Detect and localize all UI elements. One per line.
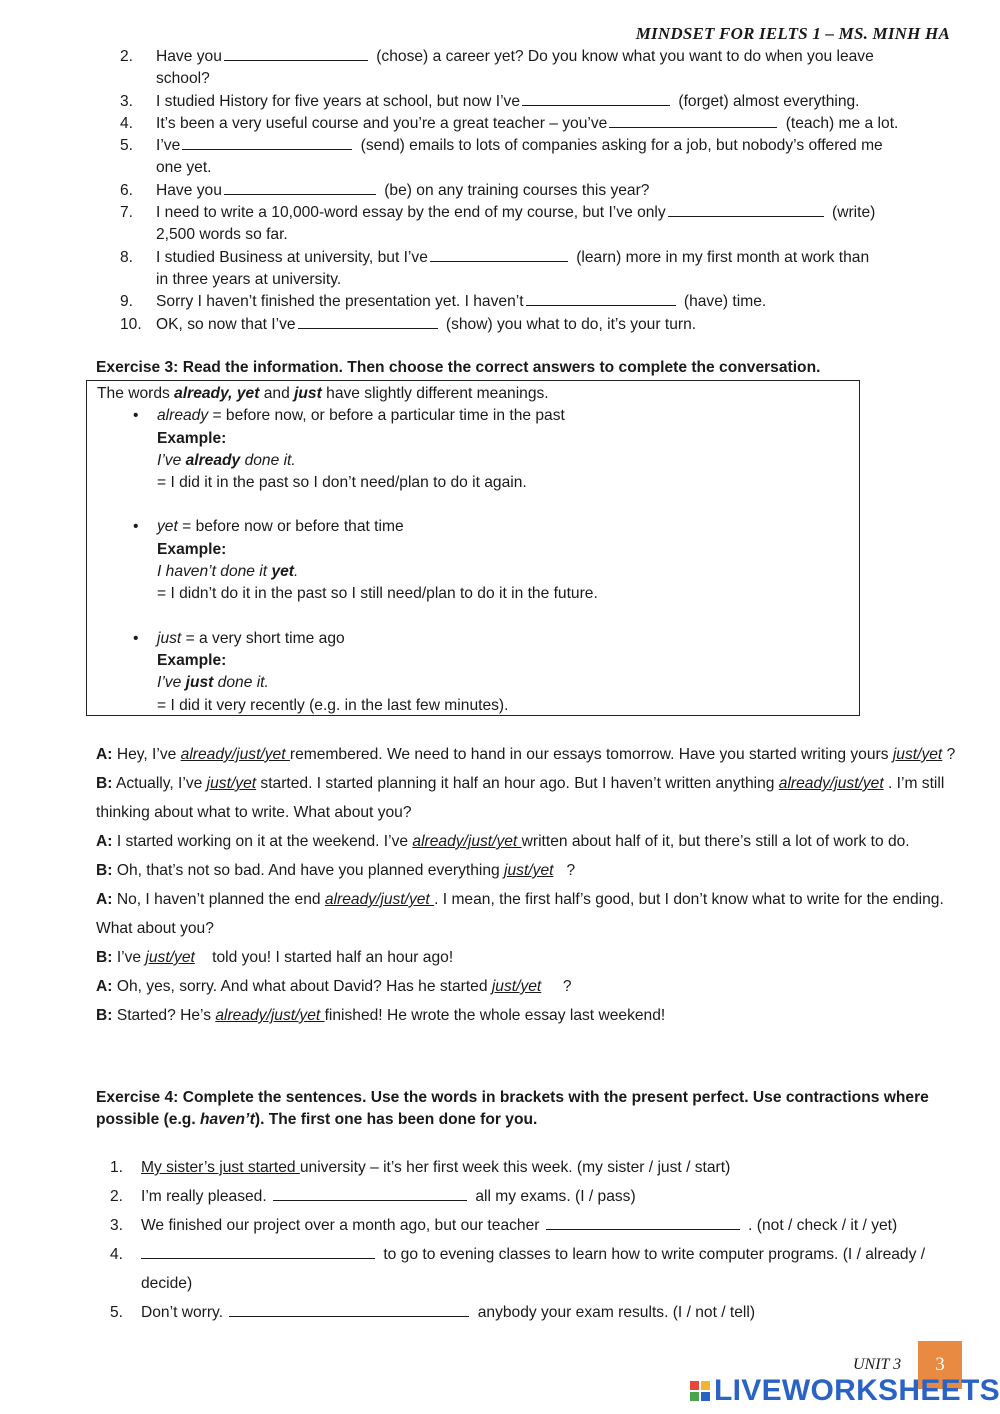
- conversation-line: A: No, I haven’t planned the end already/just/yet . I mean, the first half’s good, but I don’t know what to write for the ending. What about you?: [96, 891, 944, 937]
- unit-label: UNIT 3: [853, 1356, 902, 1373]
- liveworksheets-logo-icon: [690, 1381, 710, 1401]
- list-item: 8. I studied Business at university, but I’ve (learn) more in my first month at work than in three years at university.: [120, 248, 870, 288]
- exercise-3-title: Exercise 3: Read the information. Then choose the correct answers to complete the conversation.: [96, 359, 821, 376]
- list-item: 5. Don’t worry. anybody your exam results. (I / not / tell): [110, 1304, 756, 1321]
- conversation-line: B: Oh, that’s not so bad. And have you planned everything just/yet ?: [96, 862, 576, 879]
- choice-option[interactable]: already/just/yet: [778, 775, 884, 792]
- answer-blank[interactable]: [298, 314, 438, 329]
- list-item: 2. Have you (chose) a career yet? Do you know what you want to do when you leave school?: [120, 48, 874, 88]
- choice-option[interactable]: already/just/yet: [215, 1007, 325, 1024]
- exercise-4-list: [110, 1153, 950, 1327]
- answer-blank[interactable]: [609, 113, 777, 128]
- answer-blank[interactable]: [224, 180, 376, 195]
- rule-item: • yet = before now or before that time: [97, 516, 849, 538]
- list-item: 10. OK, so now that I’ve (show) you what to do, it’s your turn.: [120, 315, 697, 333]
- example-answer: My sister’s just started: [141, 1159, 300, 1176]
- conversation: [96, 740, 956, 1030]
- liveworksheets-brand: [690, 1374, 1000, 1408]
- info-box-intro: The words already, yet and just have slightly different meanings.: [97, 385, 549, 402]
- answer-blank[interactable]: [546, 1215, 740, 1230]
- bullet-icon: •: [133, 407, 139, 425]
- list-item: 9. Sorry I haven’t finished the presentation yet. I haven’t (have) time.: [120, 293, 767, 311]
- list-item: 4. It’s been a very useful course and you’re a great teacher – you’ve (teach) me a lot.: [120, 114, 899, 132]
- conversation-line: B: Started? He’s already/just/yet finished! He wrote the whole essay last weekend!: [96, 1007, 666, 1024]
- list-item: 4. to go to evening classes to learn how to write computer programs. (I / already / decide): [110, 1246, 926, 1292]
- page-header-title: MINDSET FOR IELTS 1 – MS. MINH HA: [635, 24, 950, 43]
- list-item: 6. Have you (be) on any training courses this year?: [120, 181, 650, 199]
- brand-wordmark: LIVEWORKSHEETS: [714, 1374, 1000, 1407]
- choice-option[interactable]: just/yet: [892, 746, 943, 763]
- choice-option[interactable]: already/just/yet: [324, 891, 435, 908]
- bullet-icon: •: [133, 518, 139, 536]
- conversation-line: B: Actually, I’ve just/yet started. I started planning it half an hour ago. But I haven’t written anything already/just/yet . I’m still thinking about what to write. What about you?: [96, 775, 945, 821]
- info-box: The words already, yet and just have slightly different meanings. • already = before now, or before a particular time in the past Example: I’ve already done it. = I did it in the past so I don’t need/plan to do it again. • yet = before now or before that time Example: I haven’t done it yet. = I didn’t do it in the past so I still need/plan to do it in the future. • just = a very short time ago Example: I’ve just done it. = I did it very recently (e.g. in the last few minutes).: [86, 380, 860, 716]
- answer-blank[interactable]: [141, 1244, 375, 1259]
- answer-blank[interactable]: [273, 1186, 467, 1201]
- answer-blank[interactable]: [430, 247, 568, 262]
- list-item: 5. I’ve (send) emails to lots of companies asking for a job, but nobody’s offered me one yet.: [120, 137, 883, 177]
- list-item: 2. I’m really pleased. all my exams. (I / pass): [110, 1188, 636, 1205]
- list-item: 3. I studied History for five years at school, but now I’ve (forget) almost everything.: [120, 92, 860, 110]
- list-item: 7. I need to write a 10,000-word essay by the end of my course, but I’ve only (write) 2,500 words so far.: [120, 204, 876, 244]
- answer-blank[interactable]: [668, 202, 824, 217]
- conversation-line: A: Oh, yes, sorry. And what about David? Has he started just/yet ?: [96, 978, 572, 995]
- list-item: 1. My sister’s just started university – it’s her first week this week. (my sister / just / start): [110, 1159, 731, 1176]
- page-number: 3: [918, 1341, 962, 1389]
- conversation-line: A: Hey, I’ve already/just/yet remembered. We need to hand in our essays tomorrow. Have you started writing yours just/yet ?: [96, 746, 956, 763]
- choice-option[interactable]: just/yet: [206, 775, 257, 792]
- choice-option[interactable]: already/just/yet: [412, 833, 522, 850]
- rule-item: • already = before now, or before a particular time in the past: [97, 405, 849, 427]
- answer-blank[interactable]: [229, 1302, 469, 1317]
- conversation-line: B: I’ve just/yet told you! I started half an hour ago!: [96, 949, 454, 966]
- choice-option[interactable]: just/yet: [491, 978, 542, 995]
- choice-option[interactable]: just/yet: [504, 862, 554, 879]
- answer-blank[interactable]: [182, 135, 352, 150]
- rule-item: • just = a very short time ago: [97, 628, 849, 650]
- exercise-2-list: [120, 46, 950, 336]
- answer-blank[interactable]: [526, 291, 676, 306]
- choice-option[interactable]: already/just/yet: [180, 746, 290, 763]
- exercise-4-title: Exercise 4: Complete the sentences. Use the words in brackets with the present perfect. Use contractions where possible (e.g. haven’t). The first one has been done for you.: [96, 1089, 929, 1128]
- answer-blank[interactable]: [522, 91, 670, 106]
- conversation-line: A: I started working on it at the weekend. I’ve already/just/yet written about half of it, but there’s still a lot of work to do.: [96, 833, 910, 850]
- choice-option[interactable]: just/yet: [145, 949, 195, 966]
- answer-blank[interactable]: [224, 46, 368, 61]
- list-item: 3. We finished our project over a month ago, but our teacher . (not / check / it / yet): [110, 1217, 898, 1234]
- bullet-icon: •: [133, 629, 139, 647]
